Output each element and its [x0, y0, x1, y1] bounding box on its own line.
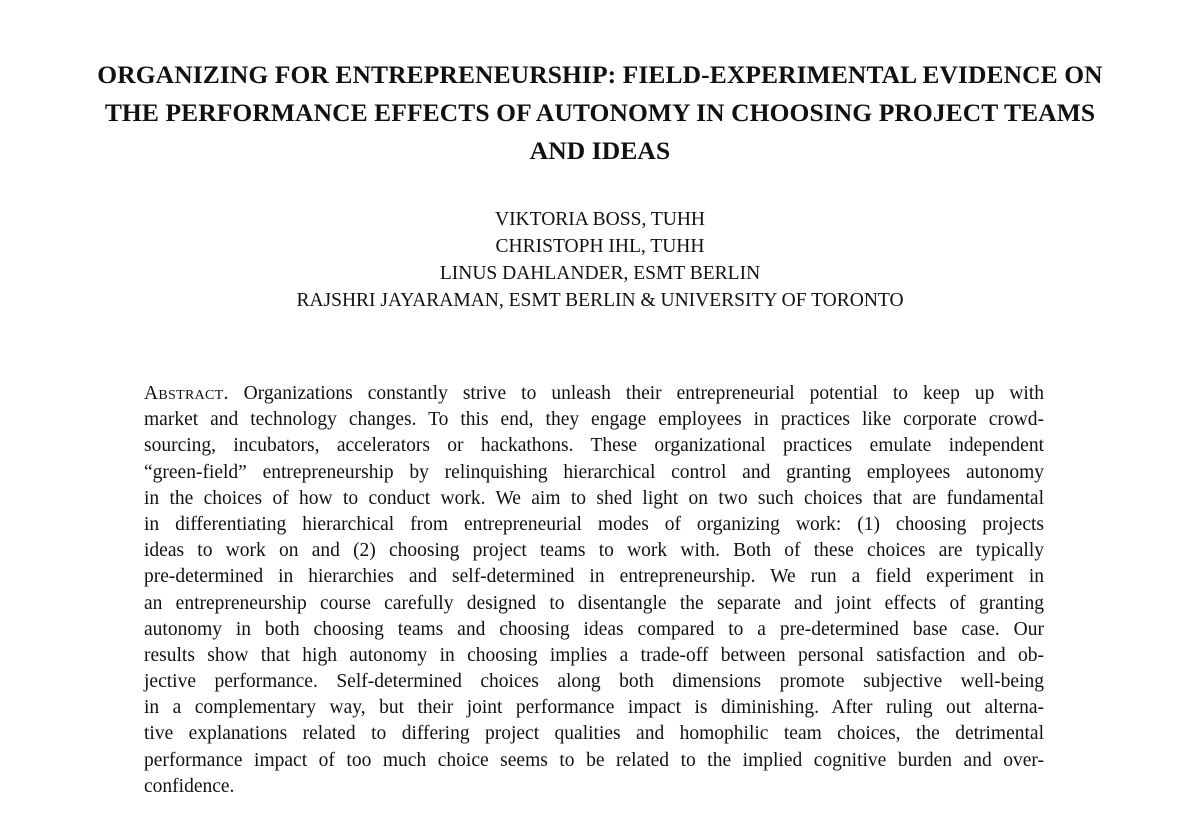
abstract-line: confidence.: [144, 775, 235, 797]
author-line: LINUS DAHLANDER, ESMT BERLIN: [439, 263, 761, 284]
abstract-line: pre-determined in hierarchies and self-determined in entrepreneurship. We run a field experiment in: [144, 566, 1044, 588]
abstract: [144, 381, 1044, 800]
abstract-line: an entrepreneurship course carefully designed to disentangle the separate and joint effects of granting: [144, 592, 1044, 614]
abstract-first-line-text: Organizations constantly strive to unleash their entrepreneurial potential to keep up with: [228, 383, 1044, 404]
abstract-line: in differentiating hierarchical from entrepreneurial modes of organizing work: (1) choosing projects: [144, 513, 1044, 535]
title-line-3: AND IDEAS: [529, 136, 671, 165]
abstract-line: sourcing, incubators, accelerators or hackathons. These organizational practices emulate independent: [144, 435, 1044, 457]
abstract-line: performance impact of too much choice seems to be related to the implied cognitive burden and over-: [144, 749, 1044, 771]
author-list: [100, 206, 1100, 314]
abstract-line: [144, 381, 1044, 407]
abstract-label: Abstract.: [144, 383, 229, 404]
abstract-line: in the choices of how to conduct work. We aim to shed light on two such choices that are fundamental: [144, 487, 1044, 509]
author-line: RAJSHRI JAYARAMAN, ESMT BERLIN & UNIVERSITY OF TORONTO: [296, 290, 904, 311]
paper-title: [40, 56, 1160, 170]
abstract-line: market and technology changes. To this end, they engage employees in practices like corporate crowd-: [144, 409, 1044, 431]
abstract-line: ideas to work on and (2) choosing project teams to work with. Both of these choices are typically: [144, 540, 1044, 562]
abstract-line: tive explanations related to differing project qualities and homophilic team choices, the detrimental: [144, 723, 1044, 745]
abstract-line: jective performance. Self-determined choices along both dimensions promote subjective well-being: [144, 671, 1044, 693]
abstract-line: results show that high autonomy in choosing implies a trade-off between personal satisfaction and ob-: [144, 644, 1044, 666]
title-line-1: ORGANIZING FOR ENTREPRENEURSHIP: FIELD-EXPERIMENTAL EVIDENCE ON: [97, 60, 1103, 89]
abstract-line: “green-field” entrepreneurship by relinquishing hierarchical control and granting employees autonomy: [144, 461, 1044, 483]
abstract-line: autonomy in both choosing teams and choosing ideas compared to a pre-determined base case. Our: [144, 618, 1044, 640]
abstract-line: in a complementary way, but their joint performance impact is diminishing. After ruling out alterna-: [144, 697, 1044, 719]
author-line: VIKTORIA BOSS, TUHH: [494, 209, 705, 230]
title-line-2: THE PERFORMANCE EFFECTS OF AUTONOMY IN CHOOSING PROJECT TEAMS: [104, 98, 1096, 127]
author-line: CHRISTOPH IHL, TUHH: [495, 236, 705, 257]
